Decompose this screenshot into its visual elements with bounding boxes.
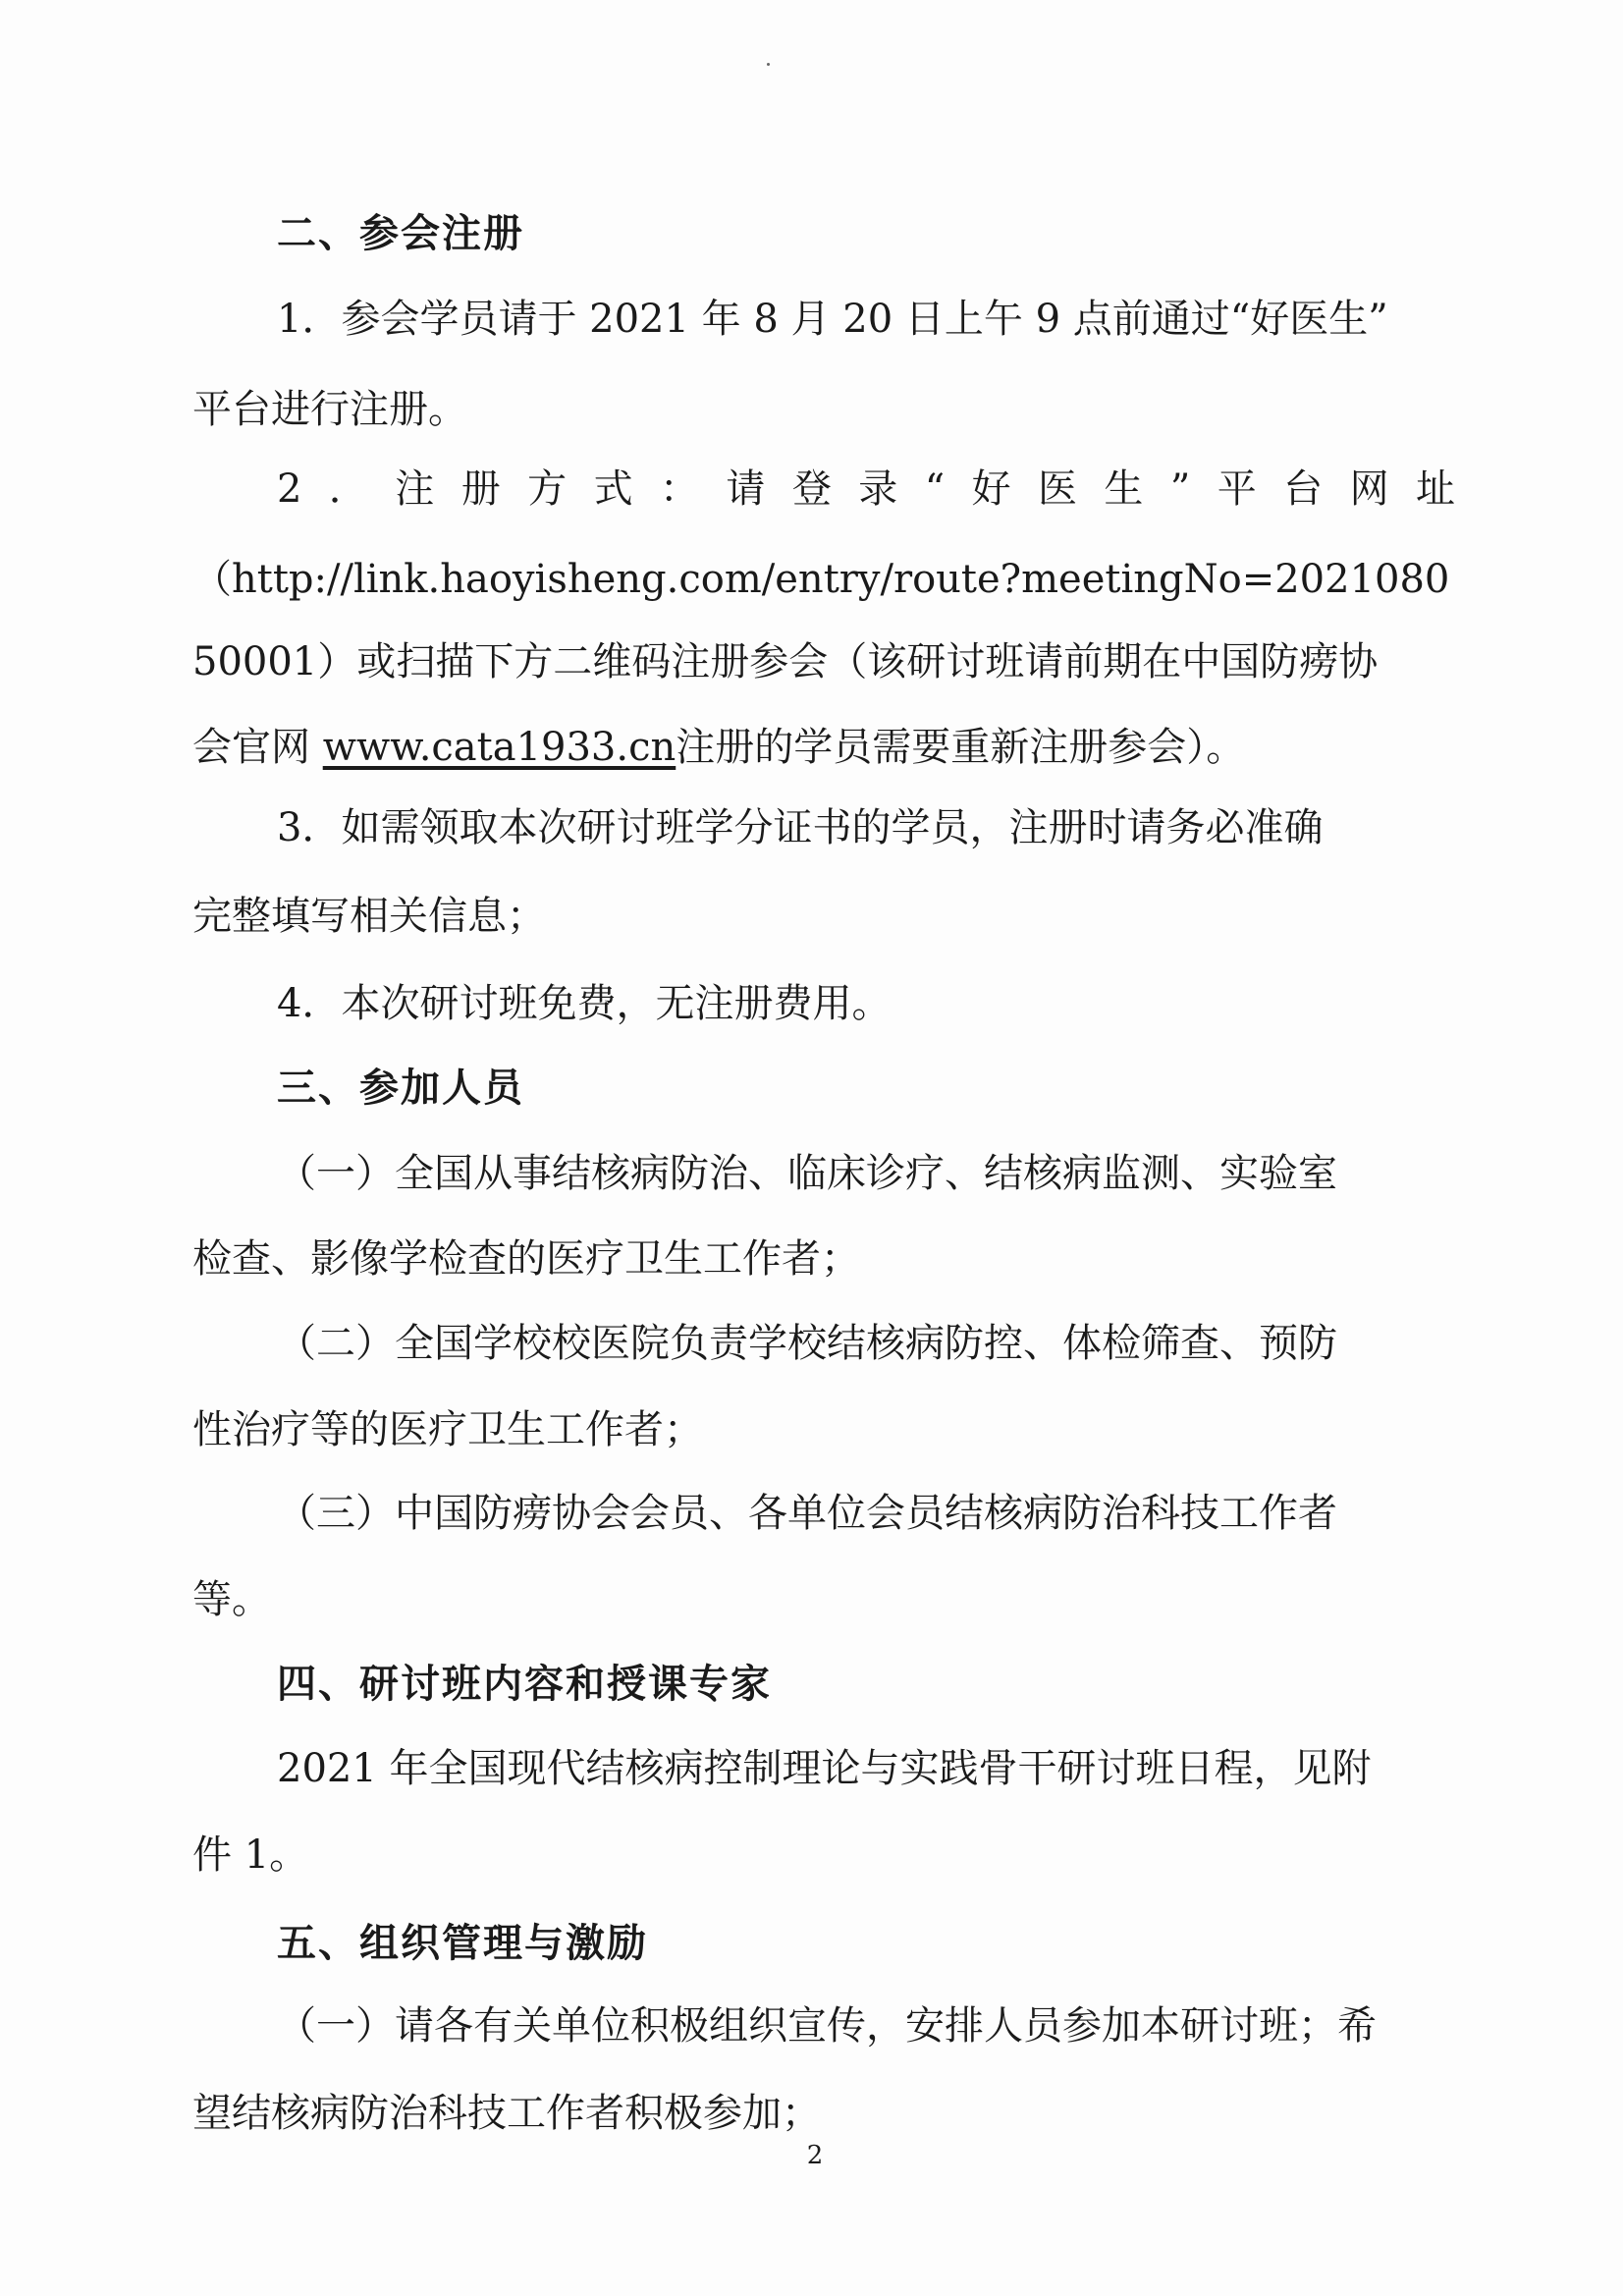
registration-item-3-line-2: 完整填写相关信息； bbox=[192, 894, 546, 939]
participants-item-3-line-1: （三）中国防痨协会会员、各单位会员结核病防治科技工作者 bbox=[277, 1491, 1337, 1536]
section-heading-participants: 三、参加人员 bbox=[277, 1066, 524, 1111]
section-heading-management: 五、组织管理与激励 bbox=[277, 1921, 648, 1966]
registration-item-3-line-1: 3．如需领取本次研讨班学分证书的学员，注册时请务必准确 bbox=[277, 805, 1324, 850]
participants-item-1-line-1: （一）全国从事结核病防治、临床诊疗、结核病监测、实验室 bbox=[277, 1151, 1337, 1196]
registration-item-1-line-2: 平台进行注册。 bbox=[192, 387, 467, 432]
registration-item-2-line-4-prefix: 会官网 bbox=[192, 725, 323, 770]
participants-item-3-line-2: 等。 bbox=[192, 1577, 271, 1622]
content-line-2: 件 1。 bbox=[192, 1832, 309, 1878]
participants-item-2-line-1: （二）全国学校校医院负责学校结核病防控、体检筛查、预防 bbox=[277, 1321, 1337, 1366]
registration-item-2-line-4 bbox=[192, 720, 1469, 775]
scan-speck bbox=[767, 63, 770, 66]
registration-item-2-line-3: 50001）或扫描下方二维码注册参会（该研讨班请前期在中国防痨协 bbox=[192, 639, 1379, 684]
participants-item-2-line-2: 性治疗等的医疗卫生工作者； bbox=[192, 1407, 703, 1452]
registration-item-1-line-1: 1．参会学员请于 2021 年 8 月 20 日上午 9 点前通过“好医生” bbox=[277, 297, 1388, 342]
management-item-1-line-2: 望结核病防治科技工作者积极参加； bbox=[192, 2091, 821, 2136]
section-heading-content: 四、研讨班内容和授课专家 bbox=[277, 1662, 772, 1707]
registration-item-2-url: （http://link.haoyisheng.com/entry/route?meetingNo=2021080 bbox=[192, 557, 1450, 602]
section-heading-registration: 二、参会注册 bbox=[277, 211, 524, 256]
content-line-1: 2021 年全国现代结核病控制理论与实践骨干研讨班日程，见附 bbox=[277, 1746, 1372, 1791]
participants-item-1-line-2: 检查、影像学检查的医疗卫生工作者； bbox=[192, 1236, 860, 1282]
management-item-1-line-1: （一）请各有关单位积极组织宣传，安排人员参加本研讨班；希 bbox=[277, 2003, 1377, 2049]
cata-website-link[interactable]: www.cata1933.cn bbox=[322, 725, 676, 770]
registration-item-2-line-1: 2．注册方式：请登录“好医生”平台网址 bbox=[277, 466, 1455, 512]
registration-item-2-line-4-suffix: 注册的学员需要重新注册参会）。 bbox=[676, 725, 1246, 770]
page-number: 2 bbox=[806, 2141, 824, 2170]
registration-item-4: 4．本次研讨班免费，无注册费用。 bbox=[277, 981, 892, 1026]
